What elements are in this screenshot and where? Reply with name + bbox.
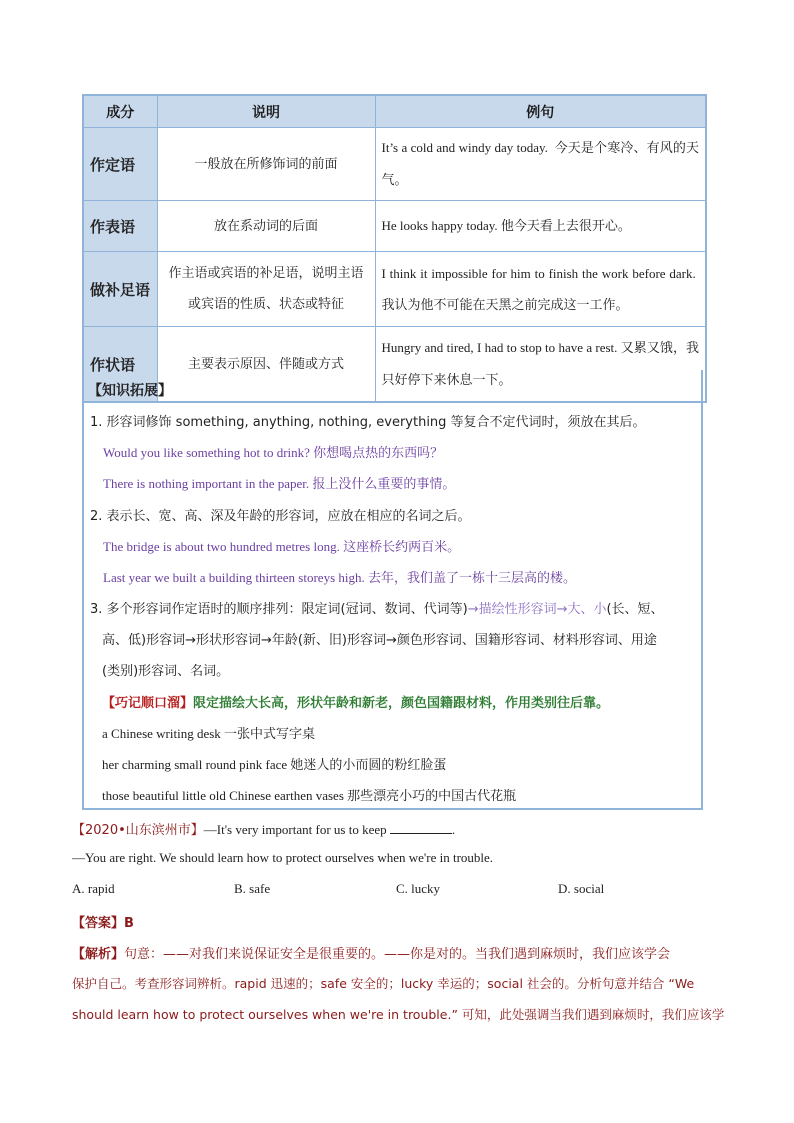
knowledge-point-3-part-c: (长、短、: [606, 602, 664, 617]
example-cn: 又累又饿，我只好停下来休息一下。: [381, 341, 699, 388]
exam-question-line-2: —You are right. We should learn how to protect ourselves when we're in trouble.: [72, 850, 494, 865]
row-description: 放在系动词的后面: [157, 201, 375, 252]
row-role: 作状语: [83, 327, 157, 403]
example-en: Hungry and tired, I had to stop to have a rest.: [381, 340, 618, 355]
table-row: [83, 201, 706, 252]
example-en: I think it impossible for him to finish the work before dark.: [381, 265, 696, 281]
example-en: He looks happy today.: [381, 218, 498, 233]
row-role: 作定语: [83, 128, 157, 201]
knowledge-point-1-example-2: There is nothing important in the paper. 报上没什么重要的事情。: [103, 476, 456, 491]
knowledge-point-3-part-a: 3. 多个形容词作定语时的顺序排列：限定词(冠词、数词、代词等): [90, 602, 468, 617]
order-example-3: those beautiful little old Chinese earthen vases 那些漂亮小巧的中国古代花瓶: [102, 788, 517, 803]
question-text: —It's very important for us to keep: [203, 822, 387, 837]
mnemonic: [102, 692, 609, 711]
analysis-line-2: 保护自己。考查形容词辨析。rapid 迅速的；safe 安全的；lucky 幸运的；social 社会的。分析句意并结合 “We: [72, 976, 695, 991]
answer-value: B: [124, 916, 134, 931]
table-row: [83, 252, 706, 327]
row-description: 主要表示原因、伴随或方式: [157, 327, 375, 403]
row-example: [375, 201, 706, 252]
option-a: A. rapid: [72, 881, 115, 896]
answer-blank: [390, 821, 452, 834]
header-description: 说明: [157, 95, 375, 128]
analysis-line-1: [72, 943, 670, 962]
order-example-2: her charming small round pink face 她迷人的小而圆的粉红脸蛋: [102, 757, 447, 772]
example-cn: 今天是个寒冷、有风的天气。: [381, 141, 699, 188]
row-role: 作表语: [83, 201, 157, 252]
adjective-function-table: [82, 94, 707, 403]
mnemonic-label: 【巧记顺口溜】: [102, 696, 194, 711]
knowledge-point-3-line-2: 高、低)形容词→形状形容词→年龄(新、旧)形容词→颜色形容词、国籍形容词、材料形容词、用途: [102, 633, 657, 648]
option-d: D. social: [558, 881, 605, 896]
row-example: [375, 252, 706, 327]
knowledge-point-2: 2. 表示长、宽、高、深及年龄的形容词，应放在相应的名词之后。: [90, 509, 471, 524]
analysis-text-1: 句意：——对我们来说保证安全是很重要的。——你是对的。当我们遇到麻烦时，我们应该学会: [124, 947, 671, 962]
example-en: It’s a cold and windy day today.: [381, 140, 548, 155]
option-b: B. safe: [234, 881, 271, 896]
knowledge-point-1: 1. 形容词修饰 something, anything, nothing, everything 等复合不定代词时，须放在其后。: [90, 415, 646, 430]
knowledge-extension-box: [82, 370, 703, 810]
exam-question-line-1: [72, 819, 455, 838]
table-header-row: [83, 95, 706, 128]
row-description: 一般放在所修饰词的前面: [157, 128, 375, 201]
knowledge-point-2-example-1: The bridge is about two hundred metres long. 这座桥长约两百米。: [103, 539, 461, 554]
analysis-line-3: should learn how to protect ourselves when we're in trouble.” 可知，此处强调当我们遇到麻烦时，我们应该学: [72, 1007, 725, 1022]
option-c: C. lucky: [396, 881, 441, 896]
knowledge-point-3-line-3: (类别)形容词、名词。: [102, 664, 230, 679]
row-example: [375, 128, 706, 201]
mnemonic-text: 限定描绘大长高，形状年龄和新老，颜色国籍跟材料，作用类别往后靠。: [193, 696, 610, 711]
table-row: [83, 128, 706, 201]
knowledge-point-1-example-1: Would you like something hot to drink? 你想喝点热的东西吗？: [103, 445, 444, 460]
question-end: .: [451, 822, 456, 837]
knowledge-point-2-example-2: Last year we built a building thirteen storeys high. 去年，我们盖了一栋十三层高的楼。: [103, 570, 576, 585]
header-role: 成分: [83, 95, 157, 128]
row-description: 作主语或宾语的补足语，说明主语或宾语的性质、状态或特征: [157, 252, 375, 327]
knowledge-point-3: [90, 598, 664, 617]
order-example-1: a Chinese writing desk 一张中式写字桌: [102, 726, 316, 741]
question-source: 【2020•山东滨州市】: [72, 823, 204, 838]
row-role: 做补足语: [83, 252, 157, 327]
example-cn: 我认为他不可能在天黑之前完成这一工作。: [381, 297, 629, 313]
example-cn: 他今天看上去很开心。: [500, 219, 631, 234]
answer-label: 【答案】: [72, 916, 125, 931]
answer: [72, 912, 134, 931]
header-example: 例句: [375, 95, 706, 128]
knowledge-heading: 【知识拓展】: [88, 383, 172, 399]
analysis-label: 【解析】: [72, 947, 125, 962]
knowledge-point-3-part-b: →描绘性形容词→大、小: [467, 602, 607, 617]
